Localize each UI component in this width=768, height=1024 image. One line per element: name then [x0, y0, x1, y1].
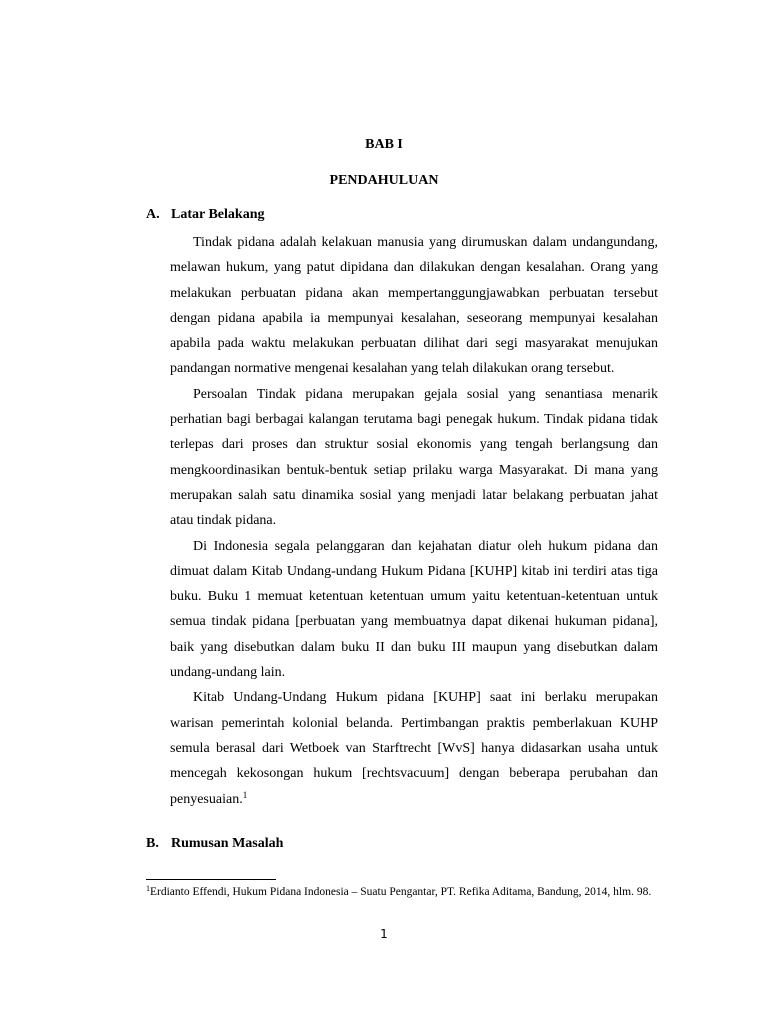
footnote-text: Erdianto Effendi, Hukum Pidana Indonesia – Suatu Pengantar, PT. Refika Aditama, Bandung, 2014, hlm. 98.	[150, 886, 652, 898]
footnote-reference[interactable]: 1	[242, 789, 248, 800]
section-heading-b	[146, 836, 283, 852]
section-number: B.	[146, 836, 159, 851]
section-heading-a	[146, 207, 264, 223]
section-title: Latar Belakang	[171, 207, 265, 222]
section-number: A.	[146, 207, 160, 222]
chapter-number: BAB I	[365, 137, 403, 152]
footnote-divider	[146, 879, 276, 880]
footnote-marker: 1	[146, 884, 150, 893]
footnote	[146, 881, 658, 903]
body-text	[170, 230, 658, 812]
page-number: 1	[380, 927, 388, 941]
paragraph: Di Indonesia segala pelanggaran dan kejahatan diatur oleh hukum pidana dan dimuat dalam Kitab Undang-undang Hukum Pidana [KUHP] kitab ini terdiri atas tiga buku. Buku 1 memuat ketentuan ketentuan umum yaitu ketentuan-ketentuan untuk semua tindak pidana [perbuatan yang membuatnya dapat dikenai hukuman pidana], baik yang disebutkan dalam buku II dan buku III maupun yang disebutkan dalam undang-undang lain.	[170, 538, 658, 681]
paragraph-with-footnote	[170, 685, 658, 811]
paragraph: Tindak pidana adalah kelakuan manusia yang dirumuskan dalam undangundang, melawan hukum, yang patut dipidana dan dilakukan dengan kesalahan. Orang yang melakukan perbuatan pidana akan mempertanggungjawabkan perbuatan tersebut dengan pidana apabila ia mempunyai kesalahan, seseorang mempunyai kesalahan apabila pada waktu melakukan perbuatan dilihat dari segi masyarakat menujukan pandangan normative mengenai kesalahan yang telah dilakukan orang tersebut.	[170, 235, 658, 377]
paragraph-text: Kitab Undang-Undang Hukum pidana [KUHP] saat ini berlaku merupakan warisan pemerintah kolonial belanda. Pertimbangan praktis pemberlakuan KUHP semula berasal dari Wetboek van Starftrecht [WvS] hanya didasarkan usaha untuk mencegah kekosongan hukum [rechtsvacuum] dengan beberapa perubahan dan penyesuaian.	[170, 690, 658, 807]
chapter-title: PENDAHULUAN	[329, 173, 439, 188]
paragraph: Persoalan Tindak pidana merupakan gejala sosial yang senantiasa menarik perhatian bagi berbagai kalangan terutama bagi penegak hukum. Tindak pidana tidak terlepas dari proses dan struktur sosial ekonomis yang tengah berlangsung dan mengkoordinasikan bentuk-bentuk setiap prilaku warga Masyarakat. Di mana yang merupakan salah satu dinamika sosial yang menjadi latar belakang perbuatan jahat atau tindak pidana.	[170, 386, 658, 529]
section-title: Rumusan Masalah	[171, 836, 284, 851]
